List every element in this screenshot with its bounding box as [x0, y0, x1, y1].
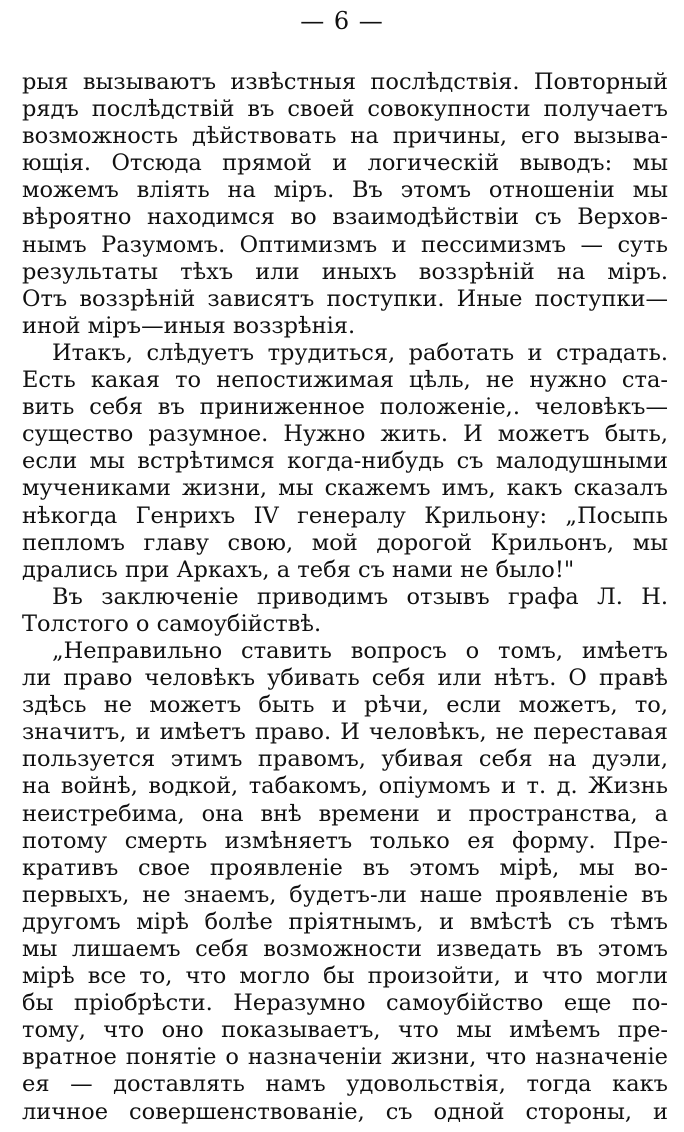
text-line: Итакъ, слѣдуетъ трудиться, работать и страдать.: [52, 339, 668, 366]
text-line: кративъ свое проявленіе въ этомъ мірѣ, мы во-: [22, 854, 668, 881]
body-text: [22, 69, 668, 1126]
text-line: бы пріобрѣсти. Неразумно самоубійство еще по-: [22, 990, 668, 1017]
text-line: здѣсь не можетъ быть и рѣчи, если можетъ, то,: [22, 692, 668, 719]
text-line: результаты тѣхъ или иныхъ воззрѣній на міръ.: [22, 258, 668, 285]
text-line: нымъ Разумомъ. Оптимизмъ и пессимизмъ — суть: [22, 231, 668, 258]
text-line: пользуется этимъ правомъ, убивая себя на дуэли,: [22, 746, 668, 773]
text-line: возможность дѣйствовать на причины, его вызыва-: [22, 123, 668, 150]
text-line: рыя вызываютъ извѣстныя послѣдствія. Повторный: [22, 69, 668, 95]
text-line: ли право человѣкъ убивать себя или нѣтъ. О правѣ: [22, 665, 668, 692]
page-number: — 6 —: [300, 7, 384, 35]
text-line: на войнѣ, водкой, табакомъ, опiумомъ и т. д. Жизнь: [22, 773, 668, 800]
text-line: рядъ послѣдствій въ своей совокупности получаетъ: [22, 96, 668, 123]
text-line: Отъ воззрѣній зависятъ поступки. Иные поступки—: [22, 285, 668, 312]
text-line: первыхъ, не знаемъ, будетъ-ли наше проявленіе въ: [22, 881, 668, 908]
text-line: можемъ влiять на міръ. Въ этомъ отношеніи мы: [22, 177, 668, 204]
text-line: существо разумное. Нужно жить. И можетъ быть,: [22, 421, 668, 448]
text-line: если мы встрѣтимся когда-нибудь съ малодушными: [22, 448, 668, 475]
text-line: пепломъ главу свою, мой дорогой Крильонъ, мы: [22, 529, 668, 556]
text-line: иной міръ—иныя воззрѣнія.: [22, 312, 356, 339]
text-line: вратное понятіе о назначеніи жизни, что назначеніе: [22, 1044, 668, 1071]
text-line: потому смерть измѣняетъ только ея форму. Пре-: [22, 827, 668, 854]
text-line: другомъ мірѣ болѣе пріятнымъ, и вмѣстѣ съ тѣмъ: [22, 908, 668, 935]
text-line: мірѣ все то, что могло бы произойти, и что могли: [22, 963, 668, 990]
text-line: ея — доставлять намъ удовольствія, тогда какъ: [22, 1071, 668, 1098]
text-line: Есть какая то непостижимая цѣль, не нужно ста-: [22, 367, 668, 394]
text-line: „Неправильно ставить вопросъ о томъ, имѣетъ: [52, 637, 668, 664]
text-line: вѣроятно находимся во взаимодѣйствіи съ Верхов-: [22, 204, 668, 231]
text-line: дрались при Аркахъ, а тебя съ нами не было!": [22, 556, 575, 583]
text-line: мучениками жизни, мы скажемъ имъ, какъ сказалъ: [22, 475, 668, 502]
text-line: неистребима, она внѣ времени и пространства, а: [22, 800, 668, 827]
text-line: личное совершенствованіе, съ одной стороны, и: [22, 1098, 668, 1125]
text-line: ющія. Отсюда прямой и логическій выводъ: мы: [22, 150, 668, 177]
text-line: нѣкогда Генрихъ IV генералу Крильону: „Посыпь: [22, 502, 668, 529]
text-line: тому, что оно показываетъ, что мы имѣемъ пре-: [22, 1017, 668, 1044]
text-line: мы лишаемъ себя возможности изведать въ этомъ: [22, 936, 668, 962]
text-line: Толстого о самоубійствѣ.: [22, 610, 322, 637]
text-line: вить себя въ приниженное положеніе,. человѣкъ—: [22, 394, 668, 421]
text-line: Въ заключеніе приводимъ отзывъ графа Л. Н.: [52, 583, 668, 610]
text-line: значитъ, и имѣетъ право. И человѣкъ, не переставая: [22, 719, 668, 746]
